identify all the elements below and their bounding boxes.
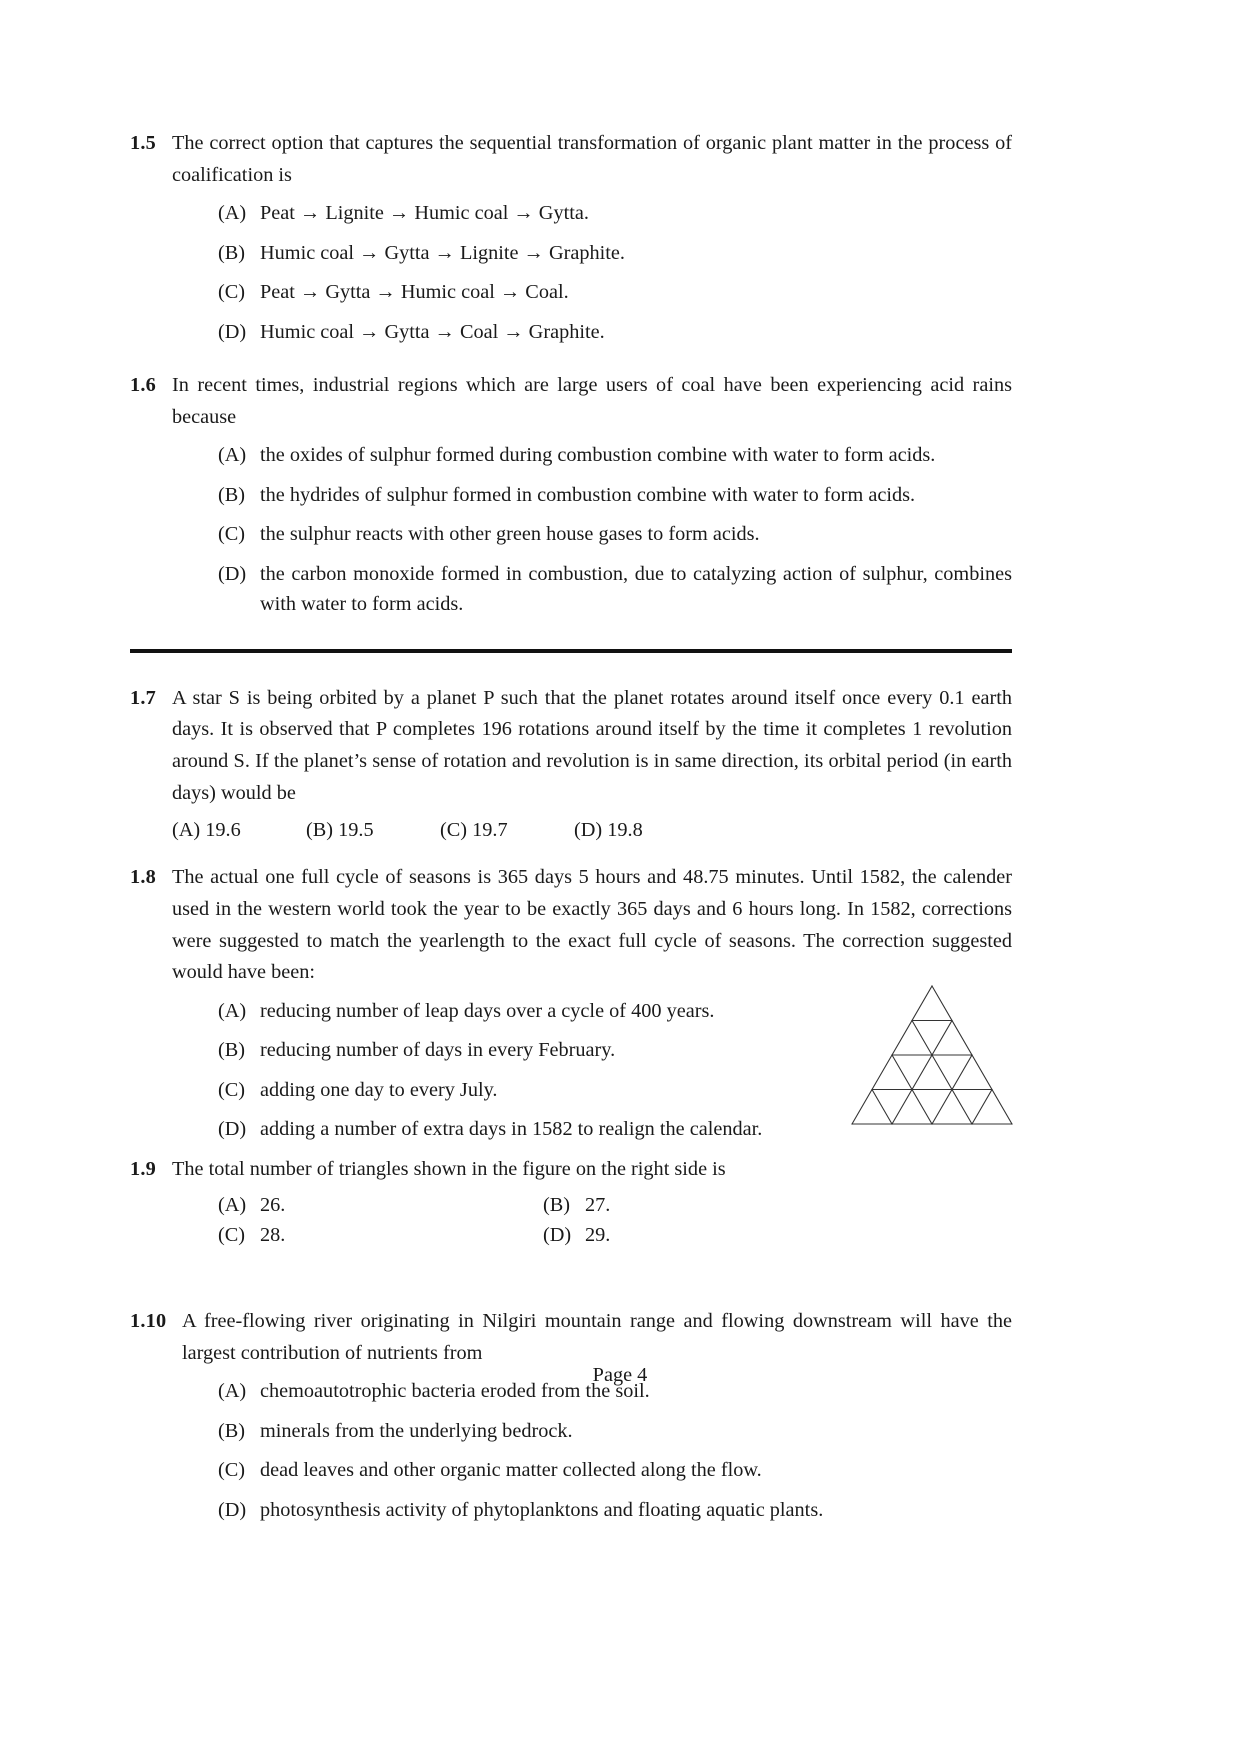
option-grid xyxy=(130,1191,1012,1250)
section-divider xyxy=(130,649,1012,653)
option-item[interactable] xyxy=(130,1495,1012,1525)
page-footer xyxy=(0,1364,1240,1387)
question-text: In recent times, industrial regions which are large users of coal have been experiencing acid rains because xyxy=(172,374,1012,428)
option-label: (A) xyxy=(218,202,247,225)
question-stem-row xyxy=(130,1154,1012,1186)
option-text: Humic coal → Gytta → Coal → Graphite. xyxy=(260,320,605,343)
option-label: (B) xyxy=(306,819,334,842)
option-item[interactable] xyxy=(130,559,1012,620)
question-1-7 xyxy=(130,683,1012,843)
option-item[interactable] xyxy=(574,819,708,842)
question-1-10 xyxy=(130,1306,1012,1525)
option-item[interactable] xyxy=(130,480,1012,510)
option-text: the carbon monoxide formed in combustion, due to catalyzing action of sulphur, combines with water to form acids. xyxy=(260,562,1012,616)
option-text: Humic coal → Gytta → Lignite → Graphite. xyxy=(260,241,625,264)
option-label: (D) xyxy=(218,320,247,343)
option-text: 28. xyxy=(260,1223,286,1246)
option-label: (C) xyxy=(440,819,468,842)
option-item[interactable] xyxy=(218,1191,543,1220)
option-label: (D) xyxy=(574,819,603,842)
option-text: reducing number of leap days over a cycle of 400 years. xyxy=(260,999,715,1022)
option-text: 29. xyxy=(585,1223,611,1246)
question-number: 1.9 xyxy=(130,1157,156,1180)
option-item[interactable] xyxy=(218,1221,543,1250)
option-list xyxy=(130,440,1012,619)
option-text: 19.7 xyxy=(472,819,508,842)
question-number: 1.5 xyxy=(130,132,156,154)
option-item[interactable] xyxy=(543,1191,868,1220)
question-text: A star S is being orbited by a planet P such that the planet rotates around itself once every 0.1 earth days. It is observed that P completes 196 rotations around itself by the time it completes 1 revolution around S. If the planet’s sense of rotation and revolution is in same direction, its orbital period (in earth days) would be xyxy=(172,686,1012,804)
page-number-label: Page 4 xyxy=(592,1364,648,1386)
spacer xyxy=(130,1250,1012,1306)
option-text: the hydrides of sulphur formed in combustion combine with water to form acids. xyxy=(260,483,916,506)
option-label: (D) xyxy=(218,1118,247,1141)
option-text: adding one day to every July. xyxy=(260,1078,498,1101)
question-stem-row xyxy=(130,128,1012,191)
triangle-grid-lines xyxy=(852,986,1012,1124)
question-stem-row xyxy=(130,862,1012,989)
option-label: (C) xyxy=(218,523,246,546)
option-item[interactable] xyxy=(130,317,1012,347)
question-1-9 xyxy=(130,1154,1012,1251)
option-text: minerals from the underlying bedrock. xyxy=(260,1419,573,1442)
question-number: 1.7 xyxy=(130,686,156,709)
option-item[interactable] xyxy=(130,1455,1012,1485)
option-text: dead leaves and other organic matter collected along the flow. xyxy=(260,1459,762,1482)
option-item[interactable] xyxy=(172,819,306,842)
question-text: The correct option that captures the sequential transformation of organic plant matter in the process of coalification is xyxy=(172,132,1012,186)
option-item[interactable] xyxy=(130,238,1012,268)
question-text: A free-flowing river originating in Nilgiri mountain range and flowing downstream will have the largest contribution of nutrients from xyxy=(182,1310,1012,1364)
question-stem-row xyxy=(130,1306,1012,1369)
option-label: (C) xyxy=(218,281,246,304)
option-item[interactable] xyxy=(130,440,1012,470)
option-label: (C) xyxy=(218,1078,246,1101)
option-text: adding a number of extra days in 1582 to realign the calendar. xyxy=(260,1118,763,1141)
spacer xyxy=(130,356,1012,370)
option-label: (D) xyxy=(218,1498,247,1521)
option-text: Peat → Lignite → Humic coal → Gytta. xyxy=(260,202,589,225)
option-item[interactable] xyxy=(130,1416,1012,1446)
option-text: Peat → Gytta → Humic coal → Coal. xyxy=(260,281,569,304)
question-text: The actual one full cycle of seasons is 365 days 5 hours and 48.75 minutes. Until 1582, the calender used in the western world took the year to be exactly 365 days and 6 hours long. In 1582, corrections were suggested to match the yearlength to the exact full cycle of seasons. The correction suggested would have been: xyxy=(172,866,1012,984)
option-label: (C) xyxy=(218,1459,246,1482)
option-text: photosynthesis activity of phytoplanktons and floating aquatic plants. xyxy=(260,1498,824,1521)
option-list xyxy=(130,1376,1012,1525)
option-item[interactable] xyxy=(440,819,574,842)
option-grid-row xyxy=(218,1191,1012,1220)
question-text: The total number of triangles shown in the figure on the right side is xyxy=(172,1157,726,1180)
question-number: 1.8 xyxy=(130,866,156,889)
option-grid-row xyxy=(218,1221,1012,1250)
page-content xyxy=(130,128,1012,1534)
option-label: (A) xyxy=(218,1194,247,1217)
option-item[interactable] xyxy=(543,1221,868,1250)
option-label: (D) xyxy=(543,1223,572,1246)
option-row-inline xyxy=(130,819,1012,842)
option-text: 26. xyxy=(260,1194,286,1217)
option-label: (B) xyxy=(543,1194,571,1217)
option-list xyxy=(130,198,1012,347)
option-text: chemoautotrophic bacteria eroded from the soil. xyxy=(260,1380,650,1403)
option-label: (A) xyxy=(172,819,201,842)
spacer xyxy=(130,842,1012,862)
triangle-figure-svg xyxy=(848,982,1016,1130)
option-text: 19.8 xyxy=(607,819,643,842)
option-item[interactable] xyxy=(130,198,1012,228)
option-item[interactable] xyxy=(306,819,440,842)
option-text: the sulphur reacts with other green house gases to form acids. xyxy=(260,523,760,546)
question-stem-row xyxy=(130,370,1012,433)
option-text: reducing number of days in every February. xyxy=(260,1039,616,1062)
question-1-5 xyxy=(130,128,1012,347)
option-text: the oxides of sulphur formed during combustion combine with water to form acids. xyxy=(260,444,936,467)
option-label: (D) xyxy=(218,562,247,585)
option-label: (B) xyxy=(218,1419,246,1442)
option-label: (B) xyxy=(218,483,246,506)
option-label: (B) xyxy=(218,1039,246,1062)
option-label: (C) xyxy=(218,1223,246,1246)
option-label: (B) xyxy=(218,241,246,264)
option-text: 27. xyxy=(585,1194,611,1217)
question-1-6 xyxy=(130,370,1012,620)
option-text: 19.6 xyxy=(205,819,241,842)
triangle-figure xyxy=(848,982,1016,1130)
option-text: 19.5 xyxy=(338,819,374,842)
question-number: 1.6 xyxy=(130,374,156,397)
option-label: (A) xyxy=(218,999,247,1022)
question-number: 1.10 xyxy=(130,1310,167,1333)
option-label: (A) xyxy=(218,1380,247,1403)
option-label: (A) xyxy=(218,444,247,467)
option-item[interactable] xyxy=(130,277,1012,307)
question-stem-row xyxy=(130,683,1012,810)
option-item[interactable] xyxy=(130,519,1012,549)
